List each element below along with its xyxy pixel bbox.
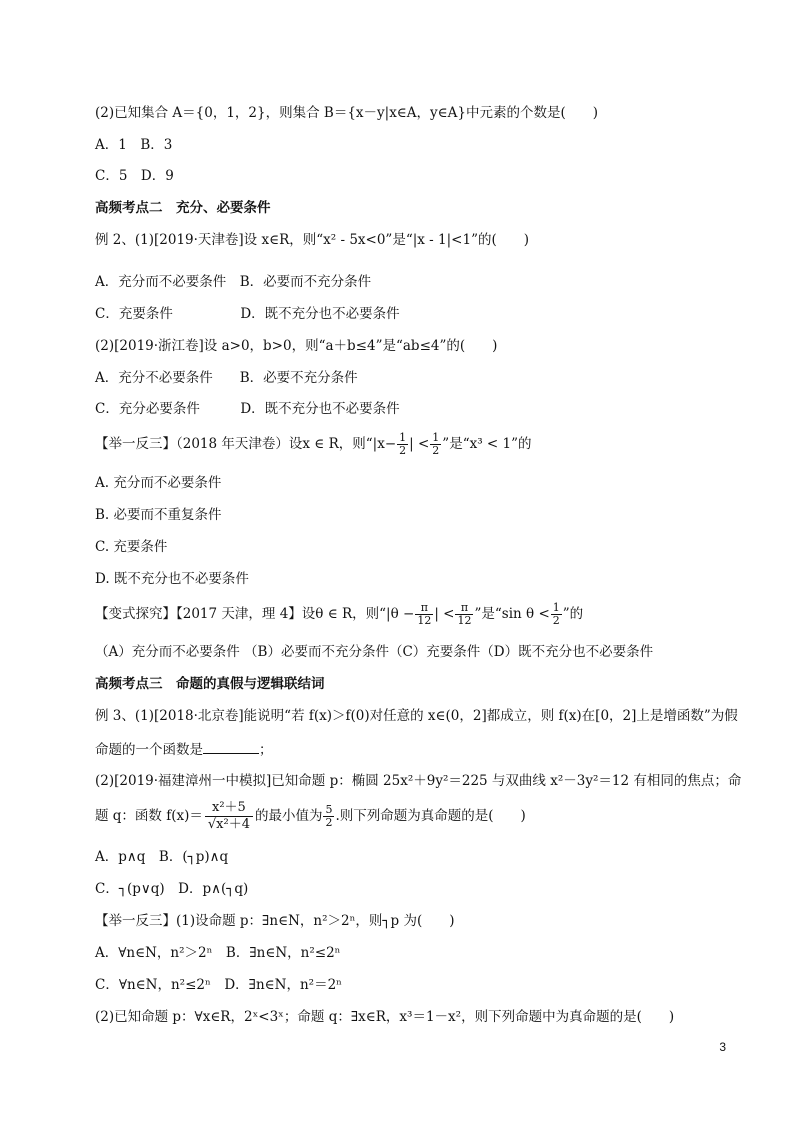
option-line: A. 充分而不必要条件 [95, 475, 222, 491]
question-2-set: (2)已知集合 A＝{0，1，2}，则集合 B＝{x－y|x∈A，y∈A}中元素的个数是( ) [95, 105, 599, 121]
page-number: 3 [719, 1040, 726, 1054]
option-line: A．充分而不必要条件 B．必要而不充分条件 [95, 274, 372, 290]
fraction: $\frac{1}{2}$ [399, 431, 407, 457]
fraction: $\frac{\pi}{12}$ [457, 601, 472, 627]
section-heading-2: 高频考点二 充分、必要条件 [95, 200, 271, 216]
option-line: C. 充要条件 [95, 539, 168, 555]
option-line: A．p∧q B．(┐p)∧q [95, 849, 229, 865]
section-heading-3: 高频考点三 命题的真假与逻辑联结词 [95, 676, 325, 692]
option-line: C．充要条件 D．既不充分也不必要条件 [95, 306, 400, 322]
option-line: D. 既不充分也不必要条件 [95, 571, 249, 587]
fraction: $\frac{\text{x²＋5}}{\text{√x²＋4}}$ [205, 800, 253, 833]
fraction: $\frac{\pi}{12}$ [417, 601, 432, 627]
option-line: A．1 B．3 [95, 137, 173, 153]
practice-question-3: 【举一反三】(1)设命题 p：∃n∈N，n²＞2ⁿ，则┐p 为( ) [95, 913, 455, 929]
example-3-question-2: (2)[2019·福建漳州一中模拟]已知命题 p：椭圆 25x²＋9y²＝225 与双曲线 x²－3y²＝12 有相同的焦点；命 [95, 773, 742, 789]
option-line: C．∀n∈N，n²≤2ⁿ D．∃n∈N，n²＝2ⁿ [95, 977, 343, 993]
example-3-question-2-cont: 题 q：函数 f(x)＝ $\frac{\text{x²＋5}}{\text{√x²＋4}}$ 的最小值为 $\frac{5}{2}$ .则下列命题为真命题的是( ) [95, 800, 526, 832]
option-line: C．充分必要条件 D．既不充分也不必要条件 [95, 401, 400, 417]
option-line: B. 必要而不重复条件 [95, 507, 222, 523]
practice-question: 【举一反三】（2018 年天津卷）设x ∈ R，则“|x− $\frac{1}{2}$ | < $\frac{1}{2}$ ”是“x³ < 1”的 [95, 431, 532, 457]
fraction: $\frac{5}{2}$ [325, 803, 333, 829]
option-line: C．5 D．9 [95, 168, 174, 184]
variant-question: 【变式探究】【2017 天津，理 4】设θ ∈ R，则“|θ − $\frac{\pi}{12}$ | < $\frac{\pi}{12}$ ”是“sin θ < $\frac{1}{2}$ ”的 [95, 601, 584, 627]
answer-blank [203, 740, 259, 754]
option-line: A．∀n∈N，n²＞2ⁿ B．∃n∈N，n²≤2ⁿ [95, 945, 341, 961]
practice-question-3-part-2: (2)已知命题 p：∀x∈R，2ˣ<3ˣ；命题 q：∃x∈R，x³＝1－x²，则下列命题中为真命题的是( ) [95, 1009, 675, 1025]
option-line: C．┐(p∨q) D．p∧(┐q) [95, 881, 249, 897]
example-2-question-1: 例 2、(1)[2019·天津卷]设 x∈R，则“x² - 5x<0”是“|x - 1|<1”的( ) [95, 232, 530, 248]
option-line: A．充分不必要条件 B．必要不充分条件 [95, 370, 358, 386]
example-3-question-1: 例 3、(1)[2018·北京卷]能说明“若 f(x)＞f(0)对任意的 x∈(0，2]都成立，则 f(x)在[0，2]上是增函数”为假 [95, 708, 738, 724]
fraction: $\frac{1}{2}$ [432, 431, 440, 457]
example-2-question-2: (2)[2019·浙江卷]设 a>0，b>0，则“a＋b≤4”是“ab≤4”的( ) [95, 338, 498, 354]
example-3-question-1-cont: 命题的一个函数是 ； [95, 742, 273, 758]
fraction: $\frac{1}{2}$ [552, 601, 560, 627]
option-line: （A）充分而不必要条件 （B）必要而不充分条件（C）充要条件（D）既不充分也不必要条件 [95, 644, 654, 660]
